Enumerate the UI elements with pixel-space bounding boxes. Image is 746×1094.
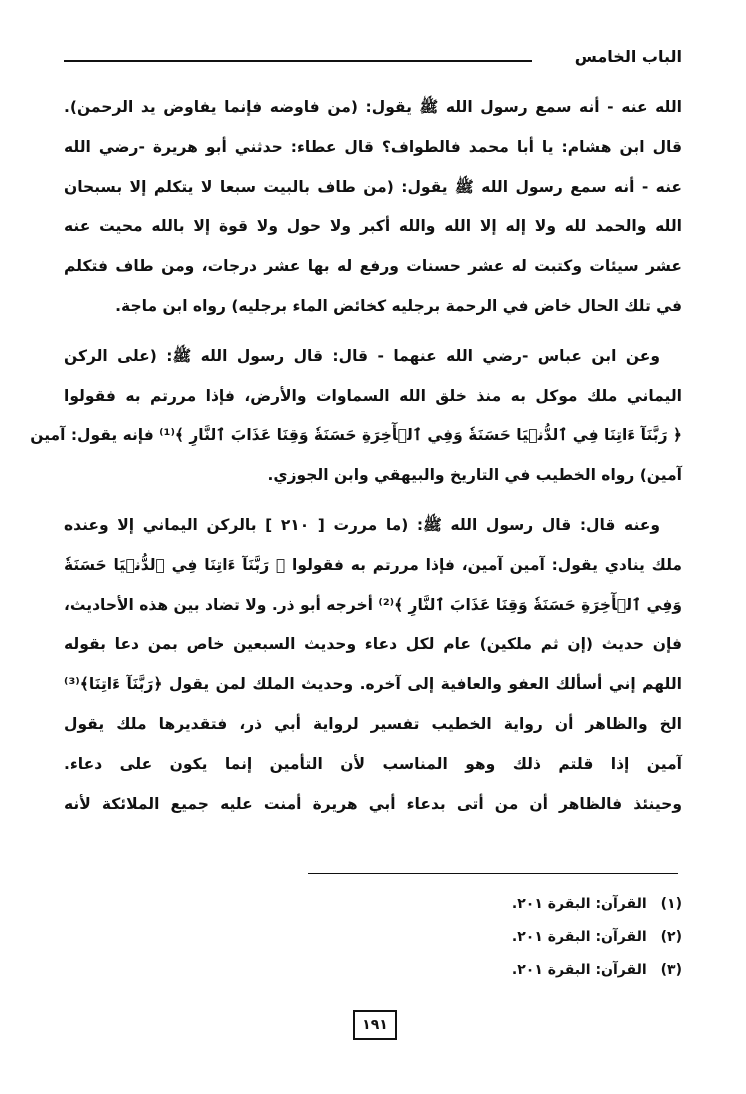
footnote bbox=[282, 954, 682, 987]
text-line: الله عنه - أنه سمع رسول الله ﷺ يقول: (من فاوضه فإنما يفاوض يد الرحمن). bbox=[64, 98, 682, 116]
text-line: وحينئذ فالظاهر أن من أتى بدعاء أبي هريرة أمنت عليه جميع الملائكة لأنه bbox=[64, 794, 682, 813]
text-line: الخ والظاهر أن رواية الخطيب تفسير لرواية أبي ذر، فتقديرها ملك يقول bbox=[64, 714, 682, 733]
footnote-text: القرآن: البقرة ٢٠١. bbox=[511, 896, 647, 912]
text-line: ﴿ رَبَّنَآ ءَاتِنَا فِي ٱلدُّنۡيَا حَسَنَةٗ وَفِي ٱلۡأٓخِرَةِ حَسَنَةٗ وَقِنَا عَذَابَ ٱلنَّارِ ﴾⁽¹⁾ فإنه يقول: آمين bbox=[30, 426, 682, 445]
text-line: اليماني ملك موكل به منذ خلق الله السماوات والأرض، فإذا مررتم به فقولوا bbox=[64, 386, 682, 405]
footnotes bbox=[282, 888, 682, 987]
footnote bbox=[282, 921, 682, 954]
text-line: آمين) رواه الخطيب في التاريخ والبيهقي وابن الجوزي. bbox=[267, 466, 682, 485]
text-line: وعن ابن عباس -رضي الله عنهما - قال: قال رسول الله ﷺ: (على الركن bbox=[64, 346, 660, 365]
text-line: في تلك الحال خاض في الرحمة برجليه كخائض الماء برجليه) رواه ابن ماجة. bbox=[115, 296, 682, 315]
footnote-number: (٣) bbox=[660, 962, 682, 978]
text-line: الله والحمد لله ولا إله إلا الله والله أكبر ولا حول ولا قوة إلا بالله محيت عنه bbox=[64, 217, 682, 236]
footnote bbox=[282, 888, 682, 921]
text-line: فإن حديث (إن ثم ملكين) عام لكل دعاء وحديث السبعين خاص بمن دعا بقوله bbox=[64, 635, 682, 654]
text-line: عشر سيئات وكتبت له عشر حسنات ورفع له بها عشر درجات، ومن طاف فتكلم bbox=[64, 257, 682, 276]
text-line: وعنه قال: قال رسول الله ﷺ: (ما مررت [ ٢١٠ ] بالركن اليماني إلا وعنده bbox=[64, 515, 660, 534]
footnote-text: القرآن: البقرة ٢٠١. bbox=[511, 929, 647, 945]
text-line: آمين إذا قلتم ذلك وهو المناسب لأن التأمين إنما يكون على دعاء. bbox=[64, 754, 682, 773]
header-rule bbox=[64, 60, 532, 62]
text-line: اللهم إني أسألك العفو والعافية إلى آخره. وحديث الملك لمن يقول ﴿رَبَّنَآ ءَاتِنَا﴾⁽³⁾ bbox=[64, 675, 682, 694]
chapter-title: الباب الخامس bbox=[574, 47, 682, 66]
text-line: قال ابن هشام: يا أبا محمد فالطواف؟ قال عطاء: حدثني أبو هريرة -رضي الله bbox=[64, 137, 682, 156]
running-header bbox=[64, 40, 682, 74]
footnote-number: (١) bbox=[660, 896, 682, 912]
text-line: ملك ينادي يقول: آمين آمين، فإذا مررتم به فقولوا ﴿ رَبَّنَآ ءَاتِنَا فِي ٱلدُّنۡيَا حَسَنَةٗ bbox=[64, 555, 682, 574]
page-number: ١٩١ bbox=[353, 1010, 397, 1040]
footnote-text: القرآن: البقرة ٢٠١. bbox=[511, 962, 647, 978]
body-text bbox=[30, 88, 682, 824]
text-line: وَفِي ٱلۡأٓخِرَةِ حَسَنَةٗ وَقِنَا عَذَابَ ٱلنَّارِ ﴾⁽²⁾ أخرجه أبو ذر. ولا تضاد بين هذه الأحاديث، bbox=[63, 595, 682, 614]
text-line: عنه - أنه سمع رسول الله ﷺ يقول: (من طاف بالبيت سبعا لا يتكلم إلا بسبحان bbox=[64, 177, 682, 196]
footnote-number: (٢) bbox=[660, 929, 682, 945]
footnote-separator bbox=[308, 873, 678, 874]
